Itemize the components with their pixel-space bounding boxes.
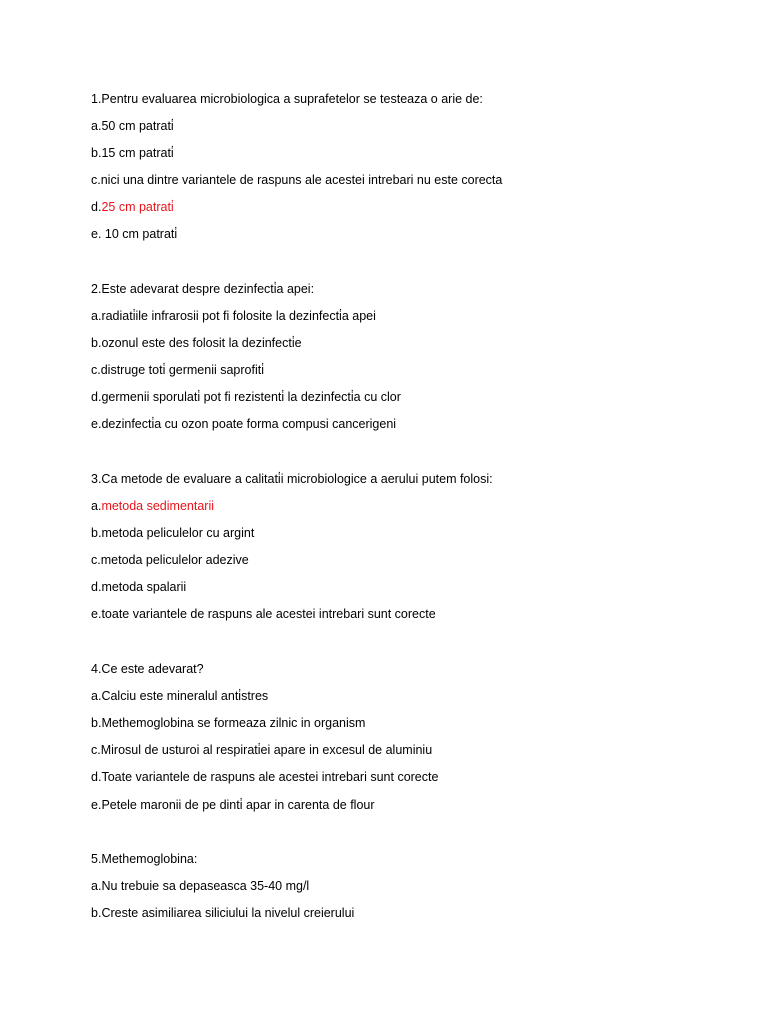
option-prefix: d. — [91, 580, 102, 594]
question-5-text: 5.Methemoglobina: — [91, 852, 198, 866]
question-1-option-b — [91, 145, 174, 161]
question-2-option-e — [91, 416, 396, 432]
question-3-option-e — [91, 606, 436, 622]
option-prefix: a. — [91, 879, 102, 893]
option-prefix: e. — [91, 607, 102, 621]
option-text: 50 cm patrati̇ — [101, 119, 174, 133]
option-prefix: b. — [91, 716, 102, 730]
question-3-option-d — [91, 579, 186, 595]
question-4-option-b — [91, 715, 365, 731]
option-prefix: d. — [91, 770, 102, 784]
question-4-text: 4.Ce este adevarat? — [91, 662, 204, 676]
question-2-option-c — [91, 362, 264, 378]
option-text: radiati̇ile infrarosii pot fi folosite la dezinfecti̇a apei — [101, 309, 376, 323]
option-text: Methemoglobina se formeaza zilnic in organism — [101, 716, 366, 730]
question-2-text: 2.Este adevarat despre dezinfecti̇a apei: — [91, 282, 315, 296]
question-2-option-b — [91, 335, 302, 351]
question-5-option-a — [91, 878, 309, 894]
option-prefix: e. — [91, 417, 102, 431]
option-text: Creste asimiliarea siliciului la nivelul creierului — [101, 906, 355, 920]
question-2-option-a — [91, 308, 376, 324]
question-5-option-b — [91, 905, 354, 921]
option-prefix: c. — [91, 363, 101, 377]
question-3-text: 3.Ca metode de evaluare a calitati̇i microbiologice a aerului putem folosi: — [91, 472, 493, 486]
option-prefix: d. — [91, 200, 102, 214]
option-text: toate variantele de raspuns ale acestei intrebari sunt corecte — [101, 607, 436, 621]
option-prefix: c. — [91, 553, 101, 567]
option-prefix: d. — [91, 390, 102, 404]
question-1-option-a — [91, 118, 174, 134]
option-text: metoda spalarii — [101, 580, 187, 594]
option-prefix: b. — [91, 146, 102, 160]
option-prefix: a. — [91, 309, 102, 323]
question-1-text: 1.Pentru evaluarea microbiologica a suprafetelor se testeaza o arie de: — [91, 92, 483, 106]
option-text: 15 cm patrati̇ — [101, 146, 174, 160]
option-text: metoda peliculelor adezive — [100, 553, 249, 567]
question-4-option-c — [91, 742, 432, 758]
option-text: 10 cm patrati̇ — [101, 227, 178, 241]
option-text: metoda peliculelor cu argint — [101, 526, 255, 540]
question-4-option-e — [91, 797, 375, 813]
question-1-option-d — [91, 199, 174, 215]
question-4-option-d — [91, 769, 438, 785]
option-text: Petele maronii de pe dinti̇ apar in carenta de flour — [101, 798, 375, 812]
option-text: dezinfecti̇a cu ozon poate forma compusi cancerigeni — [101, 417, 397, 431]
option-prefix: c. — [91, 743, 101, 757]
correct-answer-text: metoda sedimentarii — [101, 499, 214, 513]
option-prefix: a. — [91, 689, 102, 703]
option-prefix: a. — [91, 499, 102, 513]
option-text: ozonul este des folosit la dezinfecti̇e — [101, 336, 302, 350]
option-text: Calciu este mineralul anti̇stres — [101, 689, 269, 703]
option-text: Toate variantele de raspuns ale acestei intrebari sunt corecte — [101, 770, 439, 784]
option-text: distruge toti̇ germenii saprofiti̇ — [100, 363, 265, 377]
option-text: Mirosul de usturoi al respirati̇ei apare in excesul de aluminiu — [100, 743, 433, 757]
option-prefix: c. — [91, 173, 101, 187]
question-1-option-e — [91, 226, 177, 242]
option-prefix: b. — [91, 526, 102, 540]
option-text: germenii sporulati̇ pot fi rezistenti̇ la dezinfecti̇a cu clor — [101, 390, 401, 404]
option-prefix: b. — [91, 906, 102, 920]
option-prefix: b. — [91, 336, 102, 350]
option-prefix: e. — [91, 227, 102, 241]
option-prefix: e. — [91, 798, 102, 812]
question-3-option-a — [91, 498, 214, 514]
question-3-option-c — [91, 552, 249, 568]
question-1-option-c — [91, 172, 502, 188]
option-text: Nu trebuie sa depaseasca 35-40 mg/l — [101, 879, 310, 893]
question-3-option-b — [91, 525, 254, 541]
option-text: nici una dintre variantele de raspuns ale acestei intrebari nu este corecta — [100, 173, 503, 187]
option-prefix: a. — [91, 119, 102, 133]
question-2-option-d — [91, 389, 401, 405]
correct-answer-text: 25 cm patrati̇ — [101, 200, 174, 214]
question-4-option-a — [91, 688, 268, 704]
